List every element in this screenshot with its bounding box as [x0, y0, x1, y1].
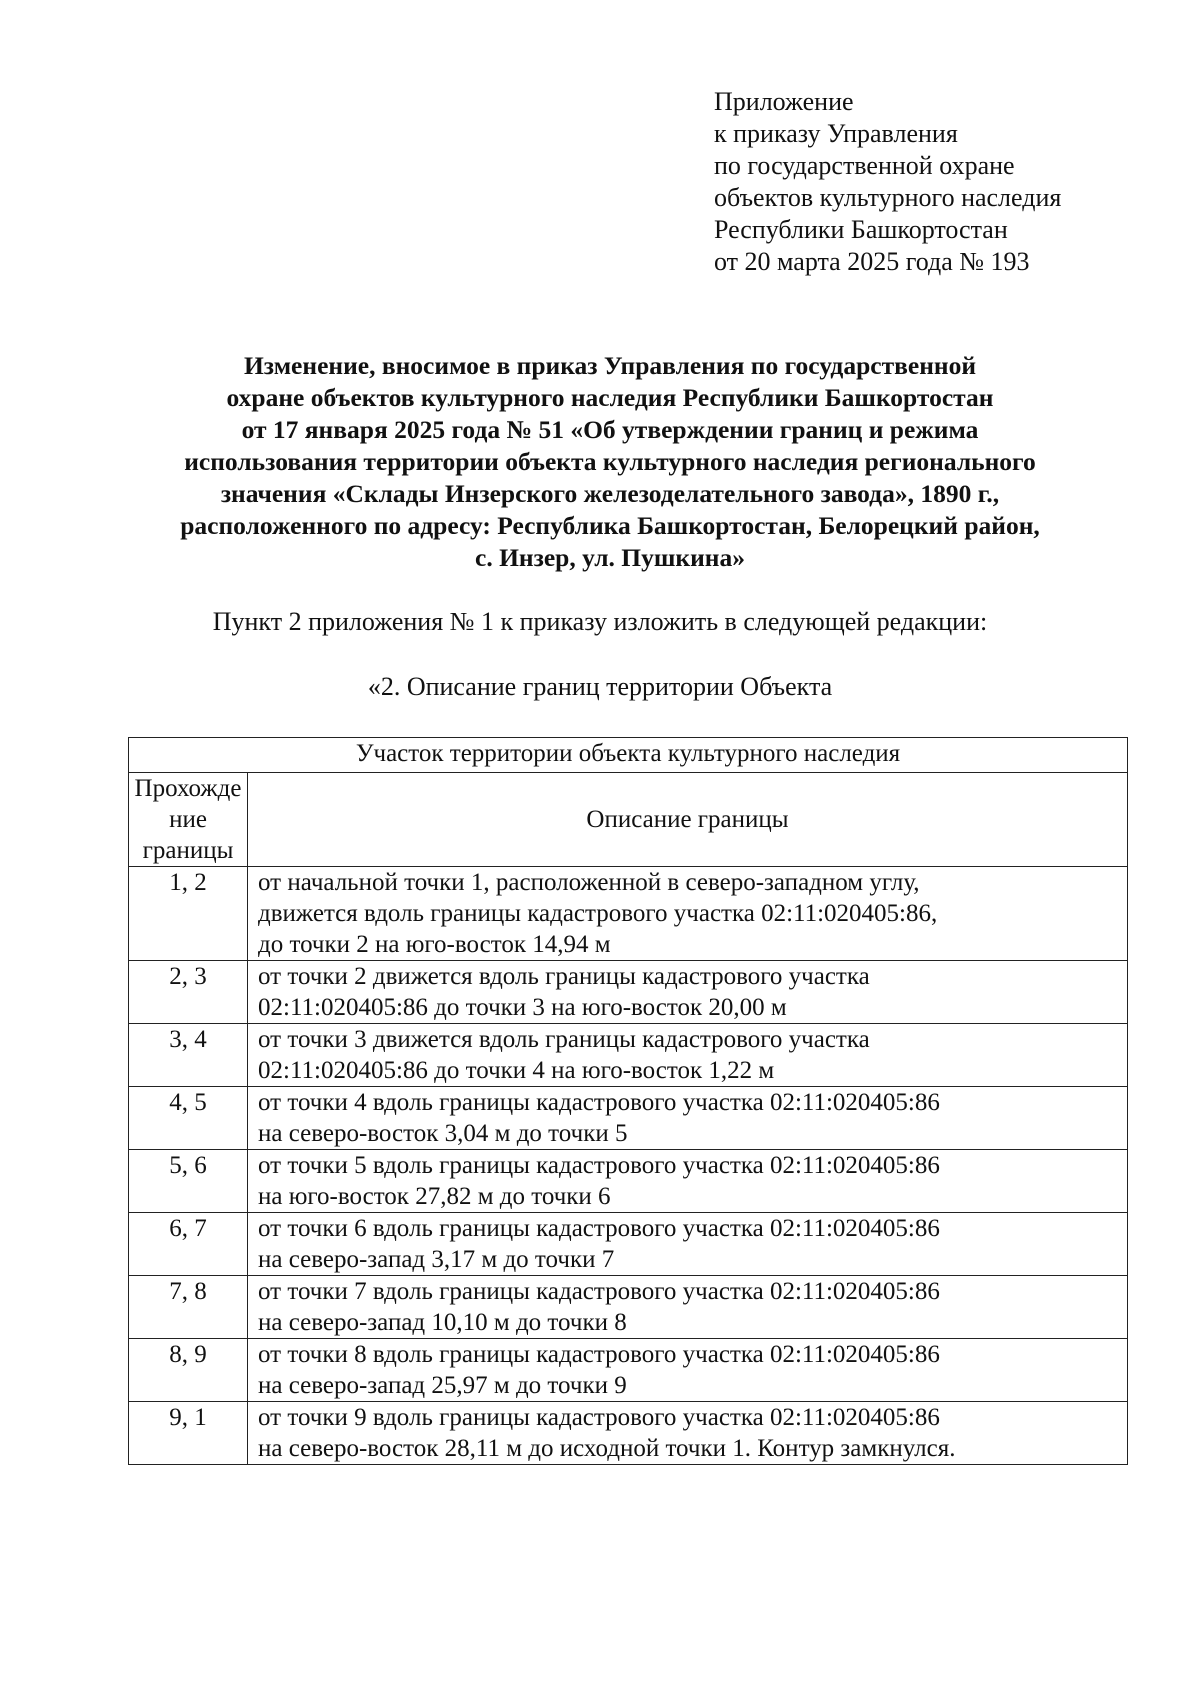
description-line: движется вдоль границы кадастрового участка 02:11:020405:86, [258, 900, 938, 927]
table-row [129, 1339, 1128, 1402]
description-line: 02:11:020405:86 до точки 4 на юго-восток 1,22 м [258, 1057, 775, 1084]
appendix-line: объектов культурного наследия [714, 183, 1062, 212]
passage-cell: 6, 7 [129, 1213, 248, 1276]
description-line: на северо-запад 10,10 м до точки 8 [258, 1309, 627, 1336]
passage-cell: 5, 6 [129, 1150, 248, 1213]
title-line: использования территории объекта культурного наследия регионального [184, 447, 1036, 476]
passage-cell: 2, 3 [129, 961, 248, 1024]
header-passage-line: Прохожде [134, 775, 242, 802]
table-row [129, 867, 1128, 961]
table-row [129, 1402, 1128, 1465]
table-caption: Участок территории объекта культурного наследия [129, 738, 1128, 773]
table-row [129, 961, 1128, 1024]
description-line: от начальной точки 1, расположенной в северо-западном углу, [258, 869, 920, 896]
section-heading: «2. Описание границ территории Объекта [367, 672, 833, 701]
passage-cell: 4, 5 [129, 1087, 248, 1150]
table-row [129, 1213, 1128, 1276]
description-line: от точки 3 движется вдоль границы кадастрового участка [258, 1026, 870, 1053]
appendix-block [714, 86, 1061, 278]
table-row [129, 1024, 1128, 1087]
table-row [129, 1150, 1128, 1213]
description-cell [248, 1339, 1128, 1402]
description-line: от точки 5 вдоль границы кадастрового участка 02:11:020405:86 [258, 1152, 940, 1179]
appendix-line: Приложение [714, 87, 854, 116]
appendix-line: от 20 марта 2025 года № 193 [714, 247, 1030, 276]
description-line: от точки 6 вдоль границы кадастрового участка 02:11:020405:86 [258, 1215, 940, 1242]
table-caption-row [129, 738, 1128, 773]
passage-cell: 1, 2 [129, 867, 248, 961]
table-row [129, 1276, 1128, 1339]
description-cell [248, 1087, 1128, 1150]
intro-paragraph: Пункт 2 приложения № 1 к приказу изложить в следующей редакции: [212, 607, 988, 636]
title-line: расположенного по адресу: Республика Башкортостан, Белорецкий район, [180, 511, 1040, 540]
description-line: на юго-восток 27,82 м до точки 6 [258, 1183, 611, 1210]
description-line: на северо-восток 3,04 м до точки 5 [258, 1120, 628, 1147]
description-line: от точки 9 вдоль границы кадастрового участка 02:11:020405:86 [258, 1404, 940, 1431]
description-cell [248, 1402, 1128, 1465]
boundary-table [128, 737, 1128, 1465]
description-line: на северо-восток 28,11 м до исходной точки 1. Контур замкнулся. [258, 1435, 956, 1462]
passage-cell: 9, 1 [129, 1402, 248, 1465]
passage-cell: 7, 8 [129, 1276, 248, 1339]
description-line: от точки 7 вдоль границы кадастрового участка 02:11:020405:86 [258, 1278, 940, 1305]
title-line: охране объектов культурного наследия Республики Башкортостан [226, 383, 994, 412]
table-row [129, 1087, 1128, 1150]
description-cell [248, 1024, 1128, 1087]
title-line: значения «Склады Инзерского железоделательного завода», 1890 г., [220, 479, 1000, 508]
document-title [140, 350, 1080, 574]
description-line: 02:11:020405:86 до точки 3 на юго-восток 20,00 м [258, 994, 787, 1021]
title-line: с. Инзер, ул. Пушкина» [475, 543, 745, 572]
appendix-line: по государственной охране [714, 151, 1015, 180]
header-description: Описание границы [248, 773, 1128, 867]
description-cell [248, 1213, 1128, 1276]
appendix-line: Республики Башкортостан [714, 215, 1008, 244]
description-line: на северо-запад 25,97 м до точки 9 [258, 1372, 627, 1399]
description-line: на северо-запад 3,17 м до точки 7 [258, 1246, 615, 1273]
description-cell [248, 867, 1128, 961]
header-passage-line: ние [169, 806, 207, 833]
appendix-line: к приказу Управления [714, 119, 958, 148]
description-line: до точки 2 на юго-восток 14,94 м [258, 931, 611, 958]
description-cell [248, 961, 1128, 1024]
header-passage-line: границы [142, 837, 234, 864]
description-line: от точки 2 движется вдоль границы кадастрового участка [258, 963, 870, 990]
passage-cell: 3, 4 [129, 1024, 248, 1087]
title-line: от 17 января 2025 года № 51 «Об утверждении границ и режима [241, 415, 979, 444]
header-passage [129, 773, 248, 867]
description-line: от точки 4 вдоль границы кадастрового участка 02:11:020405:86 [258, 1089, 940, 1116]
description-line: от точки 8 вдоль границы кадастрового участка 02:11:020405:86 [258, 1341, 940, 1368]
description-cell [248, 1150, 1128, 1213]
title-line: Изменение, вносимое в приказ Управления по государственной [243, 351, 977, 380]
table-header-row [129, 773, 1128, 867]
description-cell [248, 1276, 1128, 1339]
passage-cell: 8, 9 [129, 1339, 248, 1402]
